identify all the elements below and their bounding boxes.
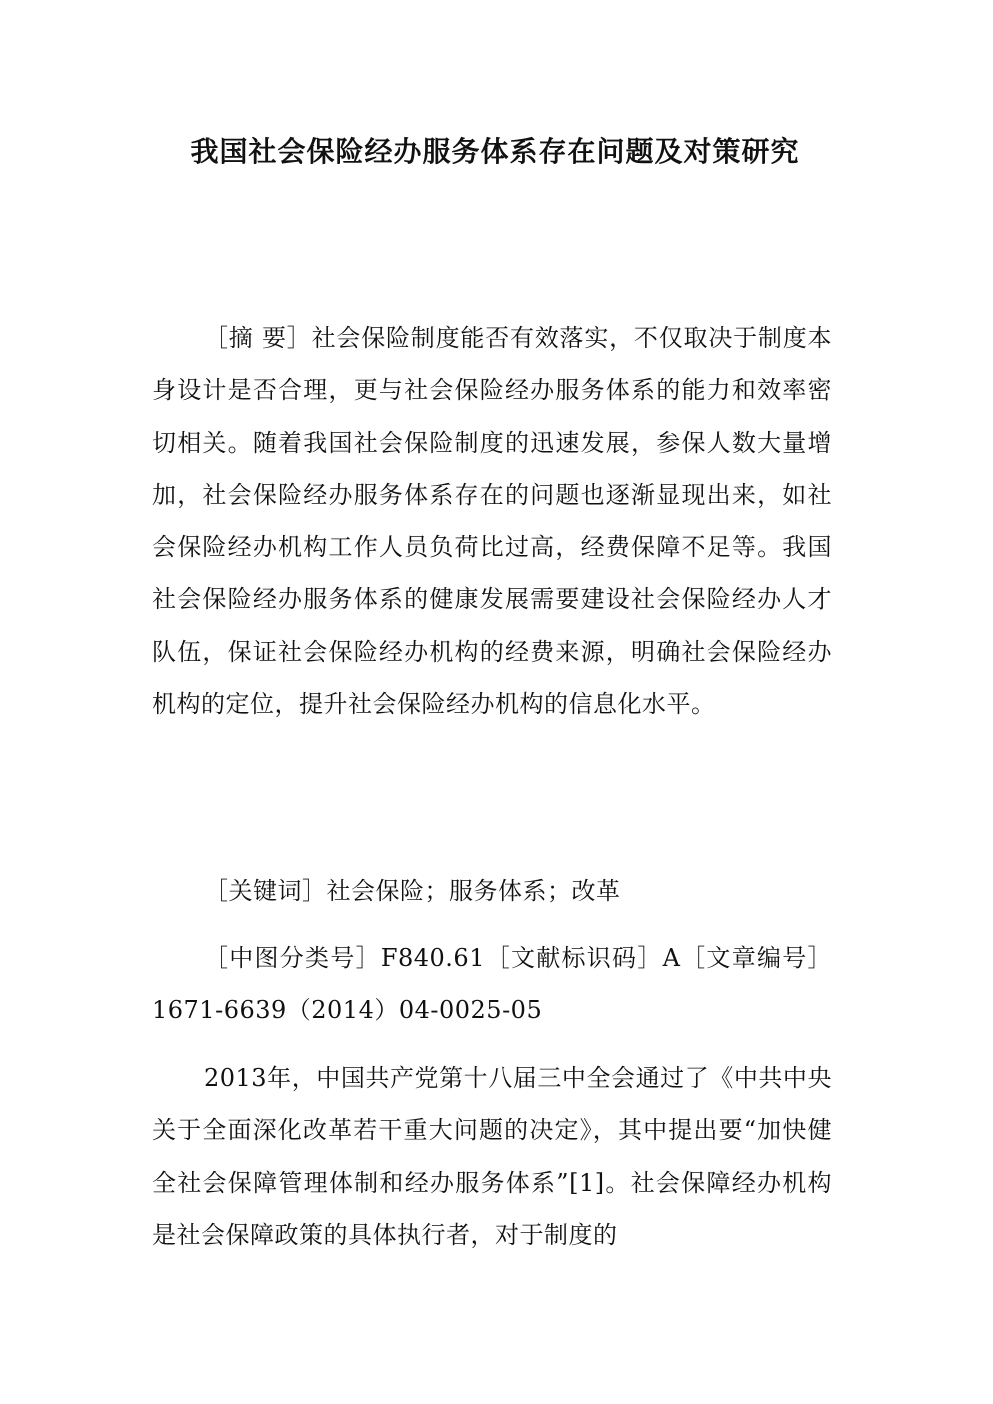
keywords-label: ［关键词］ [204,877,327,905]
document-title: 我国社会保险经办服务体系存在问题及对策研究 [190,135,800,168]
classification-paragraph: ［中图分类号］F840.61［文献标识码］A［文章编号］1671-6639（2014）04-0025-05 [152,944,832,1025]
keywords-text: 社会保险；服务体系；改革 [326,877,621,905]
abstract-label: ［摘 要］ [204,324,312,352]
body-paragraph: 2013年，中国共产党第十八届三中全会通过了《中共中央关于全面深化改革若干重大问题的决定》，其中提出要“加快健全社会保障管理体制和经办服务体系”[1]。社会保障经办机构是社会保障政策的具体执行者，对于制度的 [152,1064,832,1249]
abstract-text: 社会保险制度能否有效落实，不仅取决于制度本身设计是否合理，更与社会保险经办服务体系的能力和效率密切相关。随着我国社会保险制度的迅速发展，参保人数大量增加，社会保险经办服务体系存在的问题也逐渐显现出来，如社会保险经办机构工作人员负荷比过高，经费保障不足等。我国社会保险经办服务体系的健康发展需要建设社会保险经办人才队伍，保证社会保险经办机构的经费来源，明确社会保险经办机构的定位，提升社会保险经办机构的信息化水平。 [152,324,832,719]
abstract-paragraph [152,312,832,730]
keywords-paragraph [152,865,832,917]
